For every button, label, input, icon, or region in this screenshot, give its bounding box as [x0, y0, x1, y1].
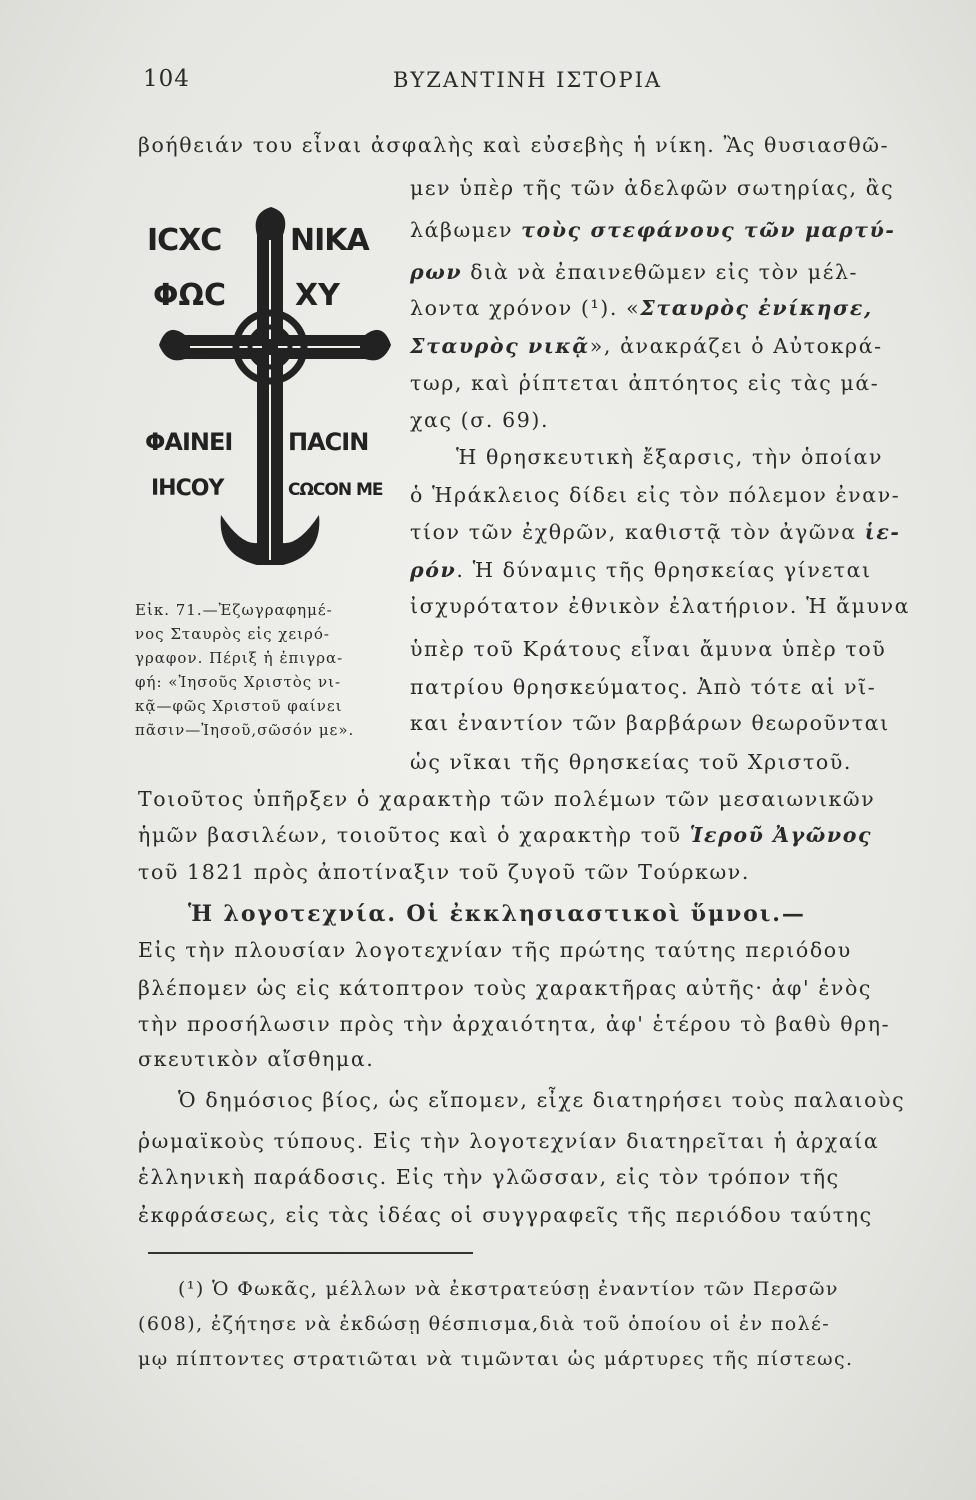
footnote-rule: [148, 1252, 473, 1254]
body-line: και ἐναντίον τῶν βαρβάρων θεωροῦνται: [410, 711, 890, 735]
page-number: 104: [143, 66, 190, 92]
body-line: ὁ Ἡράκλειος δίδει εἰς τὸν πόλεμον ἐναν-: [410, 483, 901, 507]
footnote-line: (¹) Ὁ Φωκᾶς, μέλλων νὰ ἐκστρατεύσῃ ἐναντίον τῶν Περσῶν: [178, 1278, 839, 1300]
inscription-top-right: ΝΙΚΑ: [290, 223, 369, 258]
body-line: τὴν προσήλωσιν πρὸς τὴν ἀρχαιότητα, ἀφ' ἑτέρου τὸ βαθὺ θρη-: [138, 1012, 891, 1036]
inscription-bottom-left: ΙΗϹΟΥ: [151, 476, 224, 501]
inscription-mid-right: ΧΥ: [295, 278, 340, 313]
body-line: τίον τῶν ἐχθρῶν, καθιστᾷ τὸν ἀγῶνα ἱε-: [410, 520, 901, 544]
section-heading: Ἡ λογοτεχνία. Οἱ ἐκκλησιαστικοὶ ὕμνοι.—: [188, 901, 806, 927]
body-line: Τοιοῦτος ὑπῆρξεν ὁ χαρακτὴρ τῶν πολέμων τῶν μεσαιωνικῶν: [138, 787, 876, 811]
body-line: ἐκφράσεως, εἰς τὰς ἰδέας οἱ συγγραφεῖς τῆς περιόδου ταύτης: [138, 1203, 873, 1227]
body-line: ρόν. Ἡ δύναμις τῆς θρησκείας γίνεται: [410, 558, 872, 582]
body-line: ἰσχυρότατον ἐθνικὸν ἐλατήριον. Ἡ ἄμυνα: [410, 594, 911, 618]
body-line: ἡμῶν βασιλέων, τοιοῦτος καὶ ὁ χαρακτὴρ τοῦ Ἱεροῦ Ἀγῶνος: [138, 823, 873, 847]
body-line: ῥωμαϊκοὺς τύπους. Εἰς τὴν λογοτεχνίαν διατηρεῖται ἡ ἀρχαία: [138, 1129, 880, 1153]
body-line: πατρίου θρησκεύματος. Ἀπὸ τότε αἱ νῖ-: [410, 675, 877, 699]
caption-line: νος Σταυρὸς εἰς χειρό-: [135, 625, 330, 643]
body-line: Σταυρὸς νικᾷ», ἀνακράζει ὁ Αὐτοκρά-: [410, 334, 883, 358]
inscription-low-left: ΦΑΙΝΕΙ: [145, 428, 233, 456]
cross-illustration: [145, 195, 405, 590]
caption-line: Εἰκ. 71.—Ἐζωγραφημέ-: [135, 601, 333, 619]
page-header: [143, 66, 916, 102]
cross-icon: [145, 195, 405, 590]
body-line: μεν ὑπὲρ τῆς τῶν ἀδελφῶν σωτηρίας, ἂς: [410, 176, 895, 200]
body-line: λοντα χρόνον (¹). «Σταυρὸς ἐνίκησε,: [410, 296, 873, 320]
caption-line: κᾷ—φῶς Χριστοῦ φαίνει: [135, 697, 343, 715]
running-title: ΒΥΖΑΝΤΙΝΗ ΙΣΤΟΡΙΑ: [393, 68, 663, 92]
caption-line: πᾶσιν—Ἰησοῦ,σῶσόν με».: [135, 721, 355, 739]
body-line: λάβωμεν τοὺς στεφάνους τῶν μαρτύ-: [410, 218, 896, 242]
caption-line: γραφον. Πέριξ ἡ ἐπιγρα-: [135, 649, 344, 667]
inscription-mid-left: ΦΩϹ: [153, 278, 227, 313]
body-line: ἑλληνικὴ παράδοσις. Εἰς τὴν γλῶσσαν, εἰς τὸν τρόπον τῆς: [138, 1165, 840, 1189]
inscription-top-left: ΙϹΧϹ: [147, 223, 222, 258]
body-line: βλέπομεν ὡς εἰς κάτοπτρον τοὺς χαρακτῆρας αὐτῆς· ἀφ' ἑνὸς: [138, 976, 873, 1000]
caption-line: φή: «Ἰησοῦς Χριστὸς νι-: [135, 673, 342, 691]
footnote-line: μῳ πίπτοντες στρατιῶται νὰ τιμῶνται ὡς μάρτυρες τῆς πίστεως.: [138, 1348, 854, 1370]
body-line: Ὁ δημόσιος βίος, ὡς εἴπομεν, εἶχε διατηρήσει τοὺς παλαιοὺς: [178, 1088, 906, 1112]
body-line: χας (σ. 69).: [410, 408, 550, 432]
footnote-line: (608), ἐζήτησε νὰ ἐκδώσῃ θέσπισμα,διὰ τοῦ ὁποίου οἱ ἐν πολέ-: [138, 1313, 831, 1335]
body-line: τωρ, καὶ ῥίπτεται ἀπτόητος εἰς τὰς μά-: [410, 371, 880, 395]
body-line: σκευτικὸν αἴσθημα.: [138, 1047, 375, 1071]
body-line: ρων διὰ νὰ ἐπαινεθῶμεν εἰς τὸν μέλ-: [410, 260, 859, 284]
body-line: τοῦ 1821 πρὸς ἀποτίναξιν τοῦ ζυγοῦ τῶν Τούρκων.: [138, 860, 750, 884]
body-line: βοήθειάν του εἶναι ἀσφαλὴς καὶ εὐσεβὴς ἡ νίκη. Ἂς θυσιασθῶ-: [138, 133, 890, 157]
inscription-low-right: ΠΑϹΙΝ: [288, 428, 369, 456]
body-line: ὑπὲρ τοῦ Κράτους εἶναι ἄμυνα ὑπὲρ τοῦ: [410, 637, 887, 661]
body-line: Εἰς τὴν πλουσίαν λογοτεχνίαν τῆς πρώτης ταύτης περιόδου: [138, 938, 852, 962]
body-line: ὡς νῖκαι τῆς θρησκείας τοῦ Χριστοῦ.: [410, 750, 853, 774]
body-line: Ἡ θρησκευτικὴ ἔξαρσις, τὴν ὁποίαν: [456, 445, 884, 469]
inscription-bottom-right: ϹΩϹΟΝ ΜΕ: [288, 480, 383, 500]
